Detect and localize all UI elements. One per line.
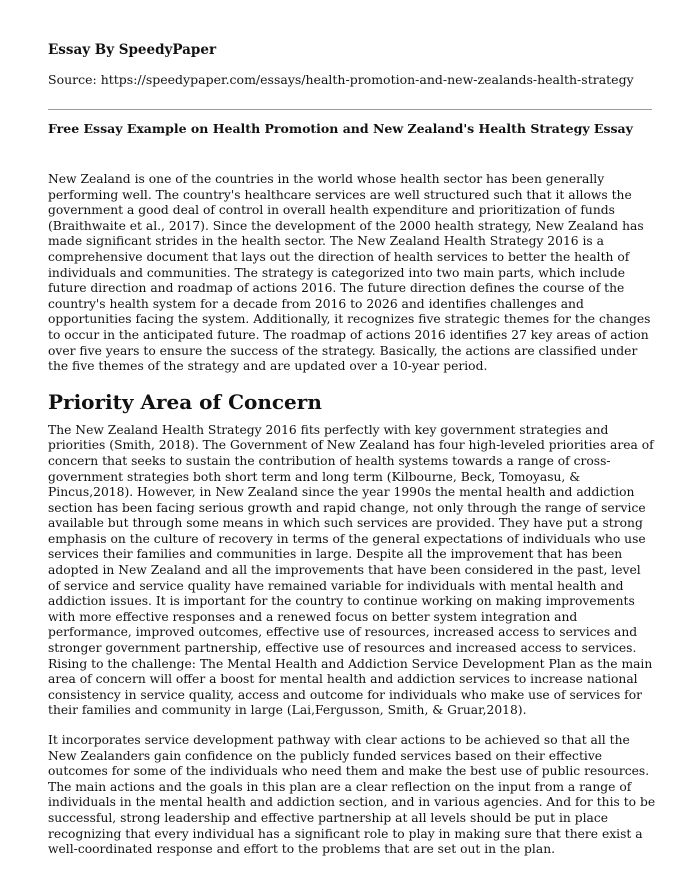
body-paragraph-3: It incorporates service development pathway with clear actions to be achieved so that all the New Zealanders gain confidence on the publicly funded services based on their effective outcomes for some of the individuals who need them and make the best use of public resources. The main actions and the goals in this plan are a clear reflection on the input from a range of individuals in the mental health and addiction section, and in various agencies. And for this to be successful, strong leadership and effective partnership at all levels should be put in place recognizing that every individual has a significant role to play in making sure that there exist a well-coordinated response and effort to the problems that are set out in the plan. <box>48 733 656 857</box>
essay-title: Free Essay Example on Health Promotion and New Zealand's Health Strategy Essay <box>48 121 633 136</box>
source-line: Source: https://speedypaper.com/essays/health-promotion-and-new-zealands-health-strategy <box>48 72 634 87</box>
body-paragraph-2: The New Zealand Health Strategy 2016 fits perfectly with key government strategies and priorities (Smith, 2018). The Government of New Zealand has four high-leveled priorities area of concern that seeks to sustain the contribution of health systems towards a range of cross-government strategies both short term and long term (Kilbourne, Beck, Tomoyasu, & Pincus,2018). However, in New Zealand since the year 1990s the mental health and addiction section has been facing serious growth and rapid change, not only through the range of service available but through some means in which such services are provided. They have put a strong emphasis on the culture of recovery in terms of the general expectations of individuals who use services their families and communities in large. Despite all the improvement that has been adopted in New Zealand and all the improvements that have been considered in the past, level of service and service quality have remained variable for individuals with mental health and addiction issues. It is important for the country to continue working on making improvements with more effective responses and a renewed focus on better system integration and performance, improved outcomes, effective use of resources, increased access to services and stronger government partnership, effective use of resources and increased access to services. Rising to the challenge: The Mental Health and Addiction Service Development Plan as the main area of concern will offer a boost for mental health and addiction services to increase national consistency in service quality, access and outcome for individuals who make use of services for their families and community in large (Lai,Fergusson, Smith, & Gruar,2018). <box>48 422 654 718</box>
intro-paragraph: New Zealand is one of the countries in the world whose health sector has been generally performing well. The country's healthcare services are well structured such that it allows the government a good deal of control in overall health expenditure and prioritization of funds (Braithwaite et al., 2017). Since the development of the 2000 health strategy, New Zealand has made significant strides in the health sector. The New Zealand Health Strategy 2016 is a comprehensive document that lays out the direction of health services to better the health of individuals and communities. The strategy is categorized into two main parts, which include future direction and roadmap of actions 2016. The future direction defines the course of the country's health system for a decade from 2016 to 2026 and identifies challenges and opportunities facing the system. Additionally, it recognizes five strategic themes for the changes to occur in the anticipated future. The roadmap of actions 2016 identifies 27 key areas of action over five years to ensure the success of the strategy. Basically, the actions are classified under the five themes of the strategy and are updated over a 10-year period. <box>48 172 651 374</box>
header-divider <box>48 109 652 110</box>
brand-heading: Essay By SpeedyPaper <box>48 42 217 58</box>
essay-body <box>48 172 656 872</box>
section-heading: Priority Area of Concern <box>48 389 322 414</box>
